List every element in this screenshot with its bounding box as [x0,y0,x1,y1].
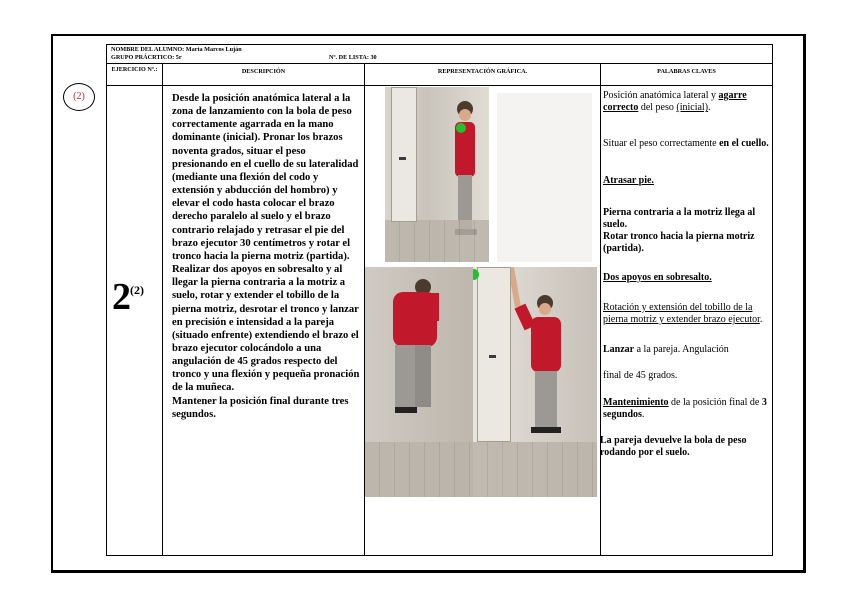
kw-text: Rotación y extensión del tobillo de la pierna motriz y [603,301,753,326]
student-name: NOMBRE DEL ALUMNO: Marta Marcos Luján [111,46,242,53]
keyword-angle: final de 45 grados. [603,370,678,382]
keywords [600,90,771,459]
description-end: Mantener la posición final durante tres segundos. [172,395,349,420]
keyword-extension [603,302,771,326]
exercise-table [106,44,773,556]
keyword-throw [603,344,771,356]
list-number: Nº. DE LISTA: 30 [329,54,377,61]
kw-text: . [641,408,645,420]
practical-group: GRUPO PRÁCRTICO: 5r [111,54,182,61]
keyword-neck [603,138,771,150]
kw-text: 3 segundos [603,396,767,420]
description-text: Desde la posición anatómica lateral a la zona de lanzamiento con la bola de peso correctamente agarrada en la mano dominante (inicial). Pronar los brazos noventa grados, situar el peso presionando en el cuello de su lateralidad (mediante una flexión del codo y extensión y abducción del hombro) y elevar el codo hasta colocar el brazo derecho paralelo al suelo y el brazo contrario relajado y retrasar el pie del brazo ejecutor 30 centímetros y rotar el tronco hacia la pierna motriz (partida). Realizar dos apoyos en sobresalto y al llegar la pierna contraria a la motriz a suelo, rotar y extender el tobillo de la pierna motriz, desrotar el tronco y lanzar en precisión e intensidad a la pareja (situado enfrente) extendiendo el brazo el brazo ejecutor colocándolo a una angulación de 45 grados respecto del tronco y una flexión y pequeña pronación de la muñeca. [172,93,360,394]
kw-text: a la pareja. Angulación [634,344,729,356]
kw-text: Lanzar [603,344,635,356]
kw-text: Situar el peso correctamente [603,138,720,150]
kw-text: en el cuello. [719,138,769,150]
photo-final-position [473,267,597,497]
col-header-ejercicio: EJERCICIO Nº.: [107,64,162,86]
keyword-return: La pareja devuelve la bola de peso rodando por el suelo. [600,435,747,459]
photo-rotation-position [365,267,473,497]
exercise-number-sup: (2) [130,283,144,297]
exercise-number [112,275,144,319]
photo-initial-position [385,87,489,262]
exercise-number-main: 2 [112,276,130,318]
col-header-representacion: REPRESENTACIÓN GRÁFICA. [365,64,600,86]
exercise-badge: (2) [63,83,95,111]
student-header [107,45,772,64]
kw-text: agarre correcto [603,90,747,114]
kw-text: del peso [638,102,677,114]
keyword-leg: Pierna contraria a la motriz llega al suelo. [603,206,756,231]
shot-put-ball [456,123,466,133]
kw-text: Posición anatómica lateral y [603,90,719,101]
column-divider [162,64,163,555]
kw-text: de la posición final de [668,396,762,408]
keyword-hold [603,397,771,421]
kw-text: extender brazo ejecutor [666,314,760,326]
col-header-descripcion: DESCRIPCIÓN [163,64,364,86]
exercise-description [172,92,362,421]
keyword-step-back: Atrasar pie. [603,174,654,186]
kw-text: . [759,314,763,326]
photo-blank-wall [497,93,592,262]
keyword-rotate: Rotar tronco hacia la pierna motriz (partida). [603,231,755,255]
keyword-hops: Dos apoyos en sobresalto. [603,271,712,283]
keyword-initial [603,90,771,114]
kw-text: . [708,102,711,114]
kw-text: Mantenimiento [603,396,669,408]
col-header-palabras: PALABRAS CLAVES [601,64,772,86]
column-divider [600,64,601,555]
kw-text: (inicial) [676,102,709,114]
